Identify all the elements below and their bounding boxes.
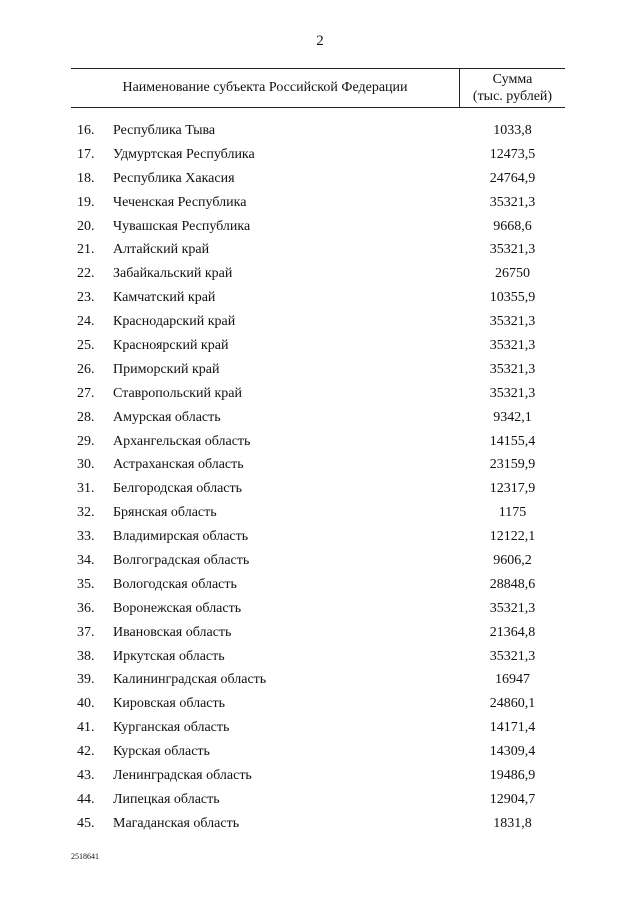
region-name: Чеченская Республика: [113, 194, 247, 210]
region-name: Курская область: [113, 744, 210, 760]
region-name: Красноярский край: [113, 338, 229, 354]
region-name: Кировская область: [113, 696, 226, 712]
sum-value: 24764,9: [489, 170, 536, 186]
table-row: [0, 668, 640, 692]
sum-value: 1175: [498, 505, 527, 521]
table-row: [0, 262, 640, 286]
row-number: 18.: [77, 170, 95, 186]
sum-value: 24860,1: [489, 696, 536, 712]
region-name: Курганская область: [113, 720, 230, 736]
sum-value: 35321,3: [489, 314, 536, 330]
row-number: 40.: [77, 696, 95, 712]
sum-value: 1033,8: [493, 123, 532, 138]
sum-value: 9606,2: [493, 553, 532, 569]
sum-value: 10355,9: [489, 290, 536, 306]
row-number: 25.: [77, 338, 95, 354]
sum-value: 21364,8: [489, 624, 536, 640]
table-header: [71, 68, 565, 108]
region-name: Брянская область: [113, 505, 217, 521]
row-number: 33.: [77, 529, 95, 545]
row-number: 45.: [77, 815, 95, 831]
row-number: 28.: [77, 409, 95, 425]
table-row: [0, 549, 640, 573]
region-name: Иркутская область: [113, 648, 225, 664]
row-number: 41.: [77, 720, 95, 736]
table-row: [0, 430, 640, 454]
sum-value: 12122,1: [489, 529, 536, 545]
region-name: Забайкальский край: [113, 266, 233, 282]
table-row: [0, 716, 640, 740]
region-name: Астраханская область: [113, 457, 244, 473]
table-row: [0, 406, 640, 430]
row-number: 20.: [77, 218, 95, 234]
table-row: [0, 764, 640, 788]
sum-value: 12473,5: [489, 146, 536, 162]
row-number: 43.: [77, 768, 95, 784]
table-row: [0, 812, 640, 836]
table-row: [0, 119, 640, 143]
region-name: Республика Хакасия: [113, 170, 235, 186]
region-name: Амурская область: [113, 409, 221, 425]
row-number: 35.: [77, 576, 95, 592]
region-name: Ленинградская область: [113, 768, 252, 784]
sum-value: 14309,4: [489, 744, 536, 760]
table-row: [0, 525, 640, 549]
region-name: Алтайский край: [113, 242, 210, 258]
region-name: Вологодская область: [113, 576, 237, 592]
sum-value: 35321,3: [489, 242, 536, 258]
sum-value: 1831,8: [493, 815, 532, 831]
column-header-sum-unit: (тыс. рублей): [472, 89, 553, 104]
region-name: Магаданская область: [113, 815, 240, 831]
region-name: Липецкая область: [113, 791, 220, 807]
table-row: [0, 215, 640, 239]
column-header-sum-title: Сумма: [492, 72, 533, 87]
row-number: 23.: [77, 290, 95, 306]
row-number: 21.: [77, 242, 95, 258]
table-row: [0, 334, 640, 358]
table-row: [0, 788, 640, 812]
table-row: [0, 573, 640, 597]
sum-value: 12317,9: [489, 481, 536, 497]
row-number: 22.: [77, 266, 95, 282]
sum-value: 35321,3: [489, 600, 536, 616]
sum-value: 16947: [495, 672, 530, 688]
row-number: 34.: [77, 553, 95, 569]
table-row: [0, 143, 640, 167]
row-number: 38.: [77, 648, 95, 664]
region-name: Удмуртская Республика: [113, 146, 255, 162]
row-number: 24.: [77, 314, 95, 330]
row-number: 39.: [77, 672, 95, 688]
sum-value: 26750: [495, 266, 530, 282]
row-number: 32.: [77, 505, 95, 521]
table-row: [0, 310, 640, 334]
region-name: Краснодарский край: [113, 314, 236, 330]
table-row: [0, 382, 640, 406]
sum-value: 23159,9: [489, 457, 536, 473]
row-number: 29.: [77, 433, 95, 449]
row-number: 30.: [77, 457, 95, 473]
table-row: [0, 238, 640, 262]
region-name: Чувашская Республика: [113, 218, 251, 234]
region-name: Приморский край: [113, 361, 220, 377]
sum-value: 28848,6: [489, 576, 536, 592]
table-row: [0, 645, 640, 669]
table-row: [0, 167, 640, 191]
column-header-sum: [460, 71, 565, 105]
region-name: Белгородская область: [113, 481, 243, 497]
sum-value: 12904,7: [489, 791, 536, 807]
table-row: [0, 740, 640, 764]
table-row: [0, 692, 640, 716]
region-name: Республика Тыва: [113, 123, 216, 138]
sum-value: 19486,9: [489, 768, 536, 784]
sum-value: 9668,6: [493, 218, 532, 234]
region-name: Ивановская область: [113, 624, 232, 640]
row-number: 17.: [77, 146, 95, 162]
sum-value: 35321,3: [489, 648, 536, 664]
table-row: [0, 621, 640, 645]
sum-value: 35321,3: [489, 194, 536, 210]
table-row: [0, 191, 640, 215]
document-code: 2518641: [71, 852, 99, 861]
table-row: [0, 358, 640, 382]
region-name: Камчатский край: [113, 290, 216, 306]
row-number: 31.: [77, 481, 95, 497]
sum-value: 35321,3: [489, 385, 536, 401]
table-body: [0, 119, 640, 836]
row-number: 42.: [77, 744, 95, 760]
table-row: [0, 597, 640, 621]
page-number: 2: [316, 33, 324, 49]
region-name: Воронежская область: [113, 600, 242, 616]
row-number: 19.: [77, 194, 95, 210]
row-number: 26.: [77, 361, 95, 377]
region-name: Волгоградская область: [113, 553, 250, 569]
sum-value: 35321,3: [489, 338, 536, 354]
region-name: Ставропольский край: [113, 385, 242, 401]
row-number: 36.: [77, 600, 95, 616]
table-row: [0, 477, 640, 501]
row-number: 16.: [77, 123, 95, 138]
sum-value: 35321,3: [489, 361, 536, 377]
region-name: Владимирская область: [113, 529, 249, 545]
sum-value: 14171,4: [489, 720, 536, 736]
region-name: Архангельская область: [113, 433, 251, 449]
table-row: [0, 453, 640, 477]
row-number: 27.: [77, 385, 95, 401]
region-name: Калининградская область: [113, 672, 267, 688]
row-number: 37.: [77, 624, 95, 640]
table-row: [0, 501, 640, 525]
table-row: [0, 286, 640, 310]
row-number: 44.: [77, 791, 95, 807]
column-header-region-name: Наименование субъекта Российской Федерации: [122, 80, 408, 95]
sum-value: 14155,4: [489, 433, 536, 449]
sum-value: 9342,1: [493, 409, 532, 425]
